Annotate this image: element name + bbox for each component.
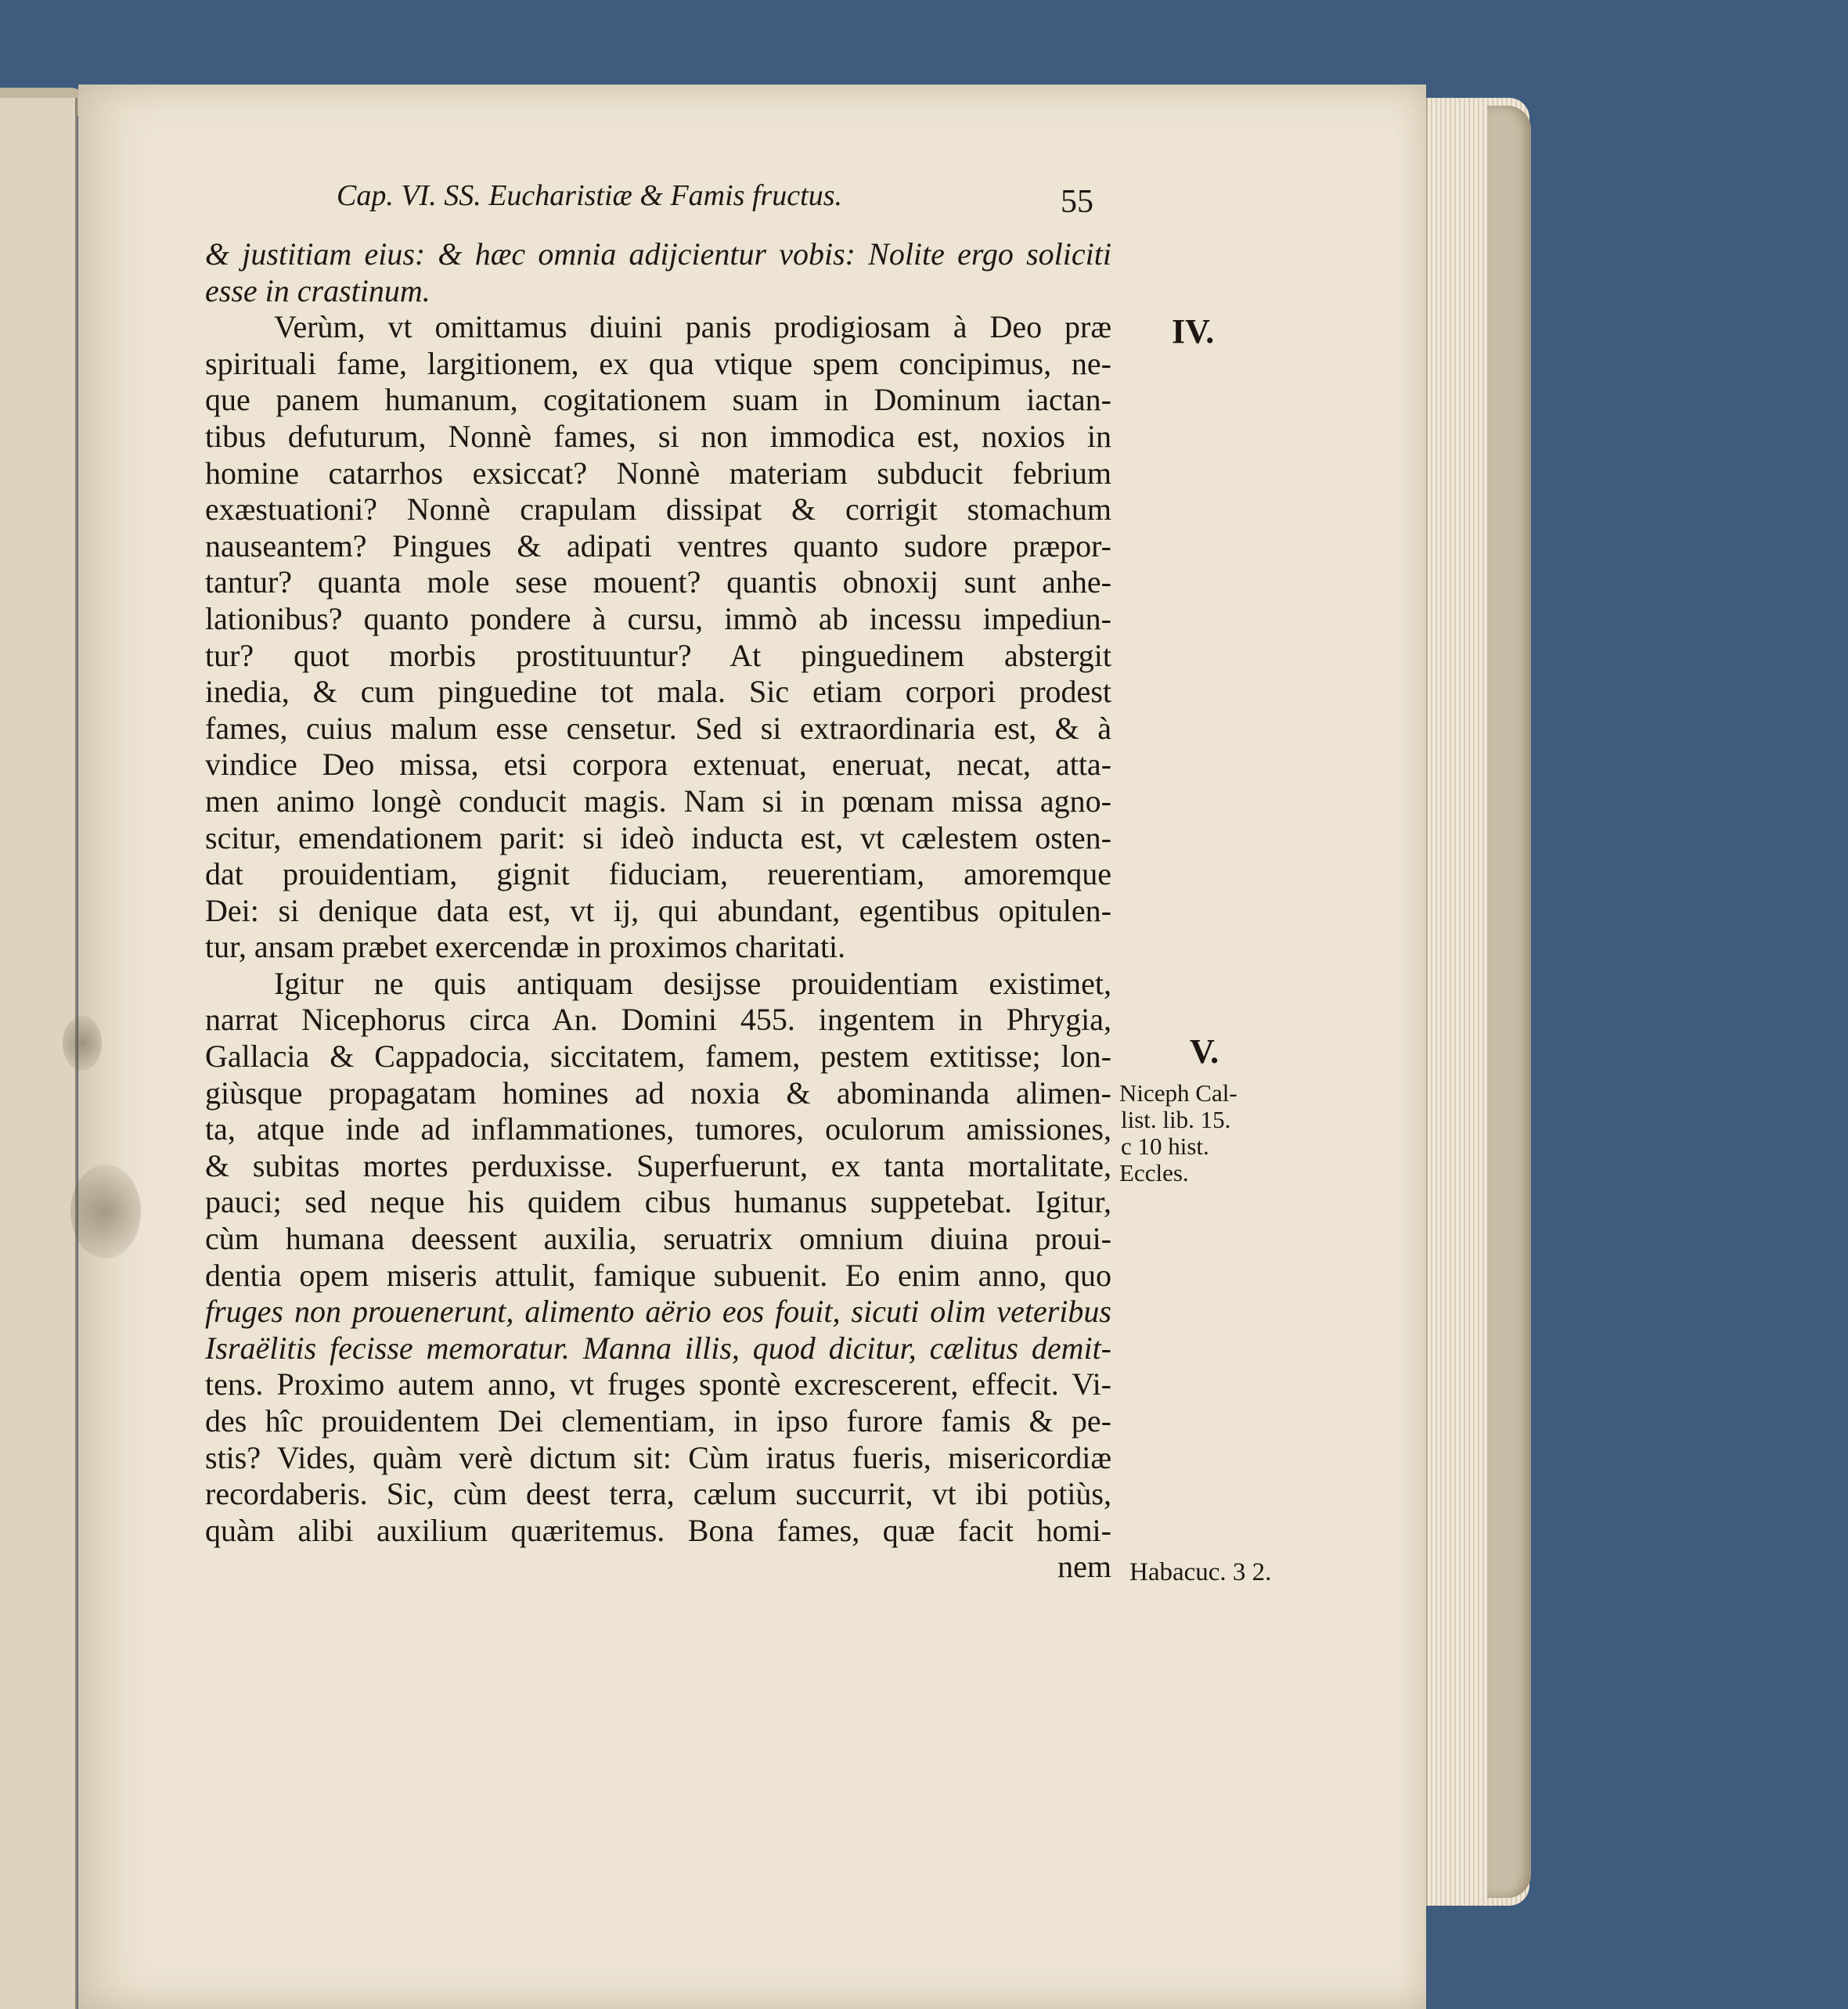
text-line: Israëlitis fecisse memoratur. Manna illis, quod dicitur, cælitus demit-: [205, 1330, 1111, 1366]
margin-note-line: Niceph Cal-: [1119, 1079, 1237, 1107]
text-line: tur, ansam præbet exercendæ in proximos charitati.: [205, 929, 846, 965]
text-line: tantur? quanta mole sese mouent? quantis obnoxij sunt anhe-: [205, 564, 1111, 600]
margin-section-number: IV.: [1172, 312, 1215, 351]
text-line: cùm humana deessent auxilia, seruatrix omnium diuina proui-: [205, 1221, 1111, 1257]
text-line: ta, atque inde ad inflammationes, tumores, oculorum amissiones,: [205, 1111, 1111, 1147]
text-line: que panem humanum, cogitationem suam in Dominum iactan-: [205, 382, 1111, 418]
text-line: des hîc prouidentem Dei clementiam, in ipso furore famis & pe-: [205, 1403, 1111, 1438]
text-line: stis? Vides, quàm verè dictum sit: Cùm iratus fueris, misericordiæ: [205, 1439, 1111, 1475]
text-line: & justitiam eius: & hæc omnia adijcientur vobis: Nolite ergo soliciti: [205, 236, 1111, 272]
margin-note-line: list. lib. 15.: [1121, 1106, 1231, 1133]
text-line: exæstuationi? Nonnè crapulam dissipat & corrigit stomachum: [205, 491, 1111, 527]
ink-stain: [70, 1165, 141, 1258]
book-spine: [1487, 106, 1531, 1898]
text-line: recordaberis. Sic, cùm deest terra, cælum succurrit, vt ibi potiùs,: [205, 1476, 1111, 1512]
text-line: pauci; sed neque his quidem cibus humanus suppetebat. Igitur,: [205, 1184, 1111, 1220]
text-line: tens. Proximo autem anno, vt fruges spontè excrescerent, effecit. Vi-: [205, 1366, 1111, 1402]
text-line: men animo longè conducit magis. Nam si in pœnam missa agno-: [205, 783, 1111, 819]
text-line: & subitas mortes perduxisse. Superfuerunt, ex tanta mortalitate,: [205, 1147, 1111, 1183]
text-line: dentia opem miseris attulit, famique subuenit. Eo enim anno, quo: [205, 1257, 1111, 1293]
running-title: Cap. VI. SS. Eucharistiæ & Famis fructus.: [337, 179, 842, 212]
text-line: dat prouidentiam, gignit fiduciam, reuerentiam, amoremque: [205, 856, 1111, 892]
text-line: fruges non prouenerunt, alimento aërio eos fouit, sicuti olim veteribus: [205, 1294, 1111, 1330]
text-line: vindice Deo missa, etsi corpora extenuat, eneruat, necat, atta-: [205, 747, 1111, 783]
margin-note-habacuc: Habacuc. 3 2.: [1129, 1558, 1272, 1586]
page-number: 55: [1061, 184, 1093, 220]
text-line: quàm alibi auxilium quæritemus. Bona fames, quæ facit homi-: [205, 1512, 1111, 1548]
margin-note-nicephorus: [1119, 1080, 1237, 1186]
text-line: Verùm, vt omittamus diuini panis prodigiosam à Deo præ: [274, 309, 1111, 345]
text-line: Gallacia & Cappadocia, siccitatem, famem, pestem extitisse; lon-: [205, 1039, 1111, 1075]
text-line: Igitur ne quis antiquam desijsse prouidentiam existimet,: [274, 965, 1111, 1001]
ink-stain: [63, 1016, 102, 1071]
text-line: Dei: si denique data est, vt ij, qui abundant, egentibus opitulen-: [205, 892, 1111, 928]
text-line: nauseantem? Pingues & adipati ventres quanto sudore præpor-: [205, 527, 1111, 563]
margin-note-line: Eccles.: [1119, 1159, 1189, 1186]
text-line: esse in crastinum.: [205, 272, 430, 308]
text-line: narrat Nicephorus circa An. Domini 455. ingentem in Phrygia,: [205, 1002, 1111, 1038]
text-line: giùsque propagatam homines ad noxia & abominanda alimen-: [205, 1075, 1111, 1111]
body-text: [205, 236, 1111, 1586]
text-line: inedia, & cum pinguedine tot mala. Sic etiam corpori prodest: [205, 674, 1111, 710]
text-line: tibus defuturum, Nonnè fames, si non immodica est, noxios in: [205, 418, 1111, 454]
text-line: spirituali fame, largitionem, ex qua vtique spem concipimus, ne-: [205, 345, 1111, 381]
text-line: tur? quot morbis prostituuntur? At pinguedinem abstergit: [205, 637, 1111, 673]
catchword: nem: [1057, 1549, 1111, 1585]
text-line: homine catarrhos exsiccat? Nonnè materiam subducit febrium: [205, 455, 1111, 491]
margin-section-number: V.: [1190, 1032, 1219, 1071]
text-line: scitur, emendationem parit: si ideò inducta est, vt cælestem osten-: [205, 819, 1111, 855]
margin-note-line: c 10 hist.: [1121, 1132, 1209, 1160]
text-line: lationibus? quanto pondere à cursu, immò ab incessu impediun-: [205, 600, 1111, 636]
text-line: fames, cuius malum esse censetur. Sed si extraordinaria est, & à: [205, 710, 1111, 746]
